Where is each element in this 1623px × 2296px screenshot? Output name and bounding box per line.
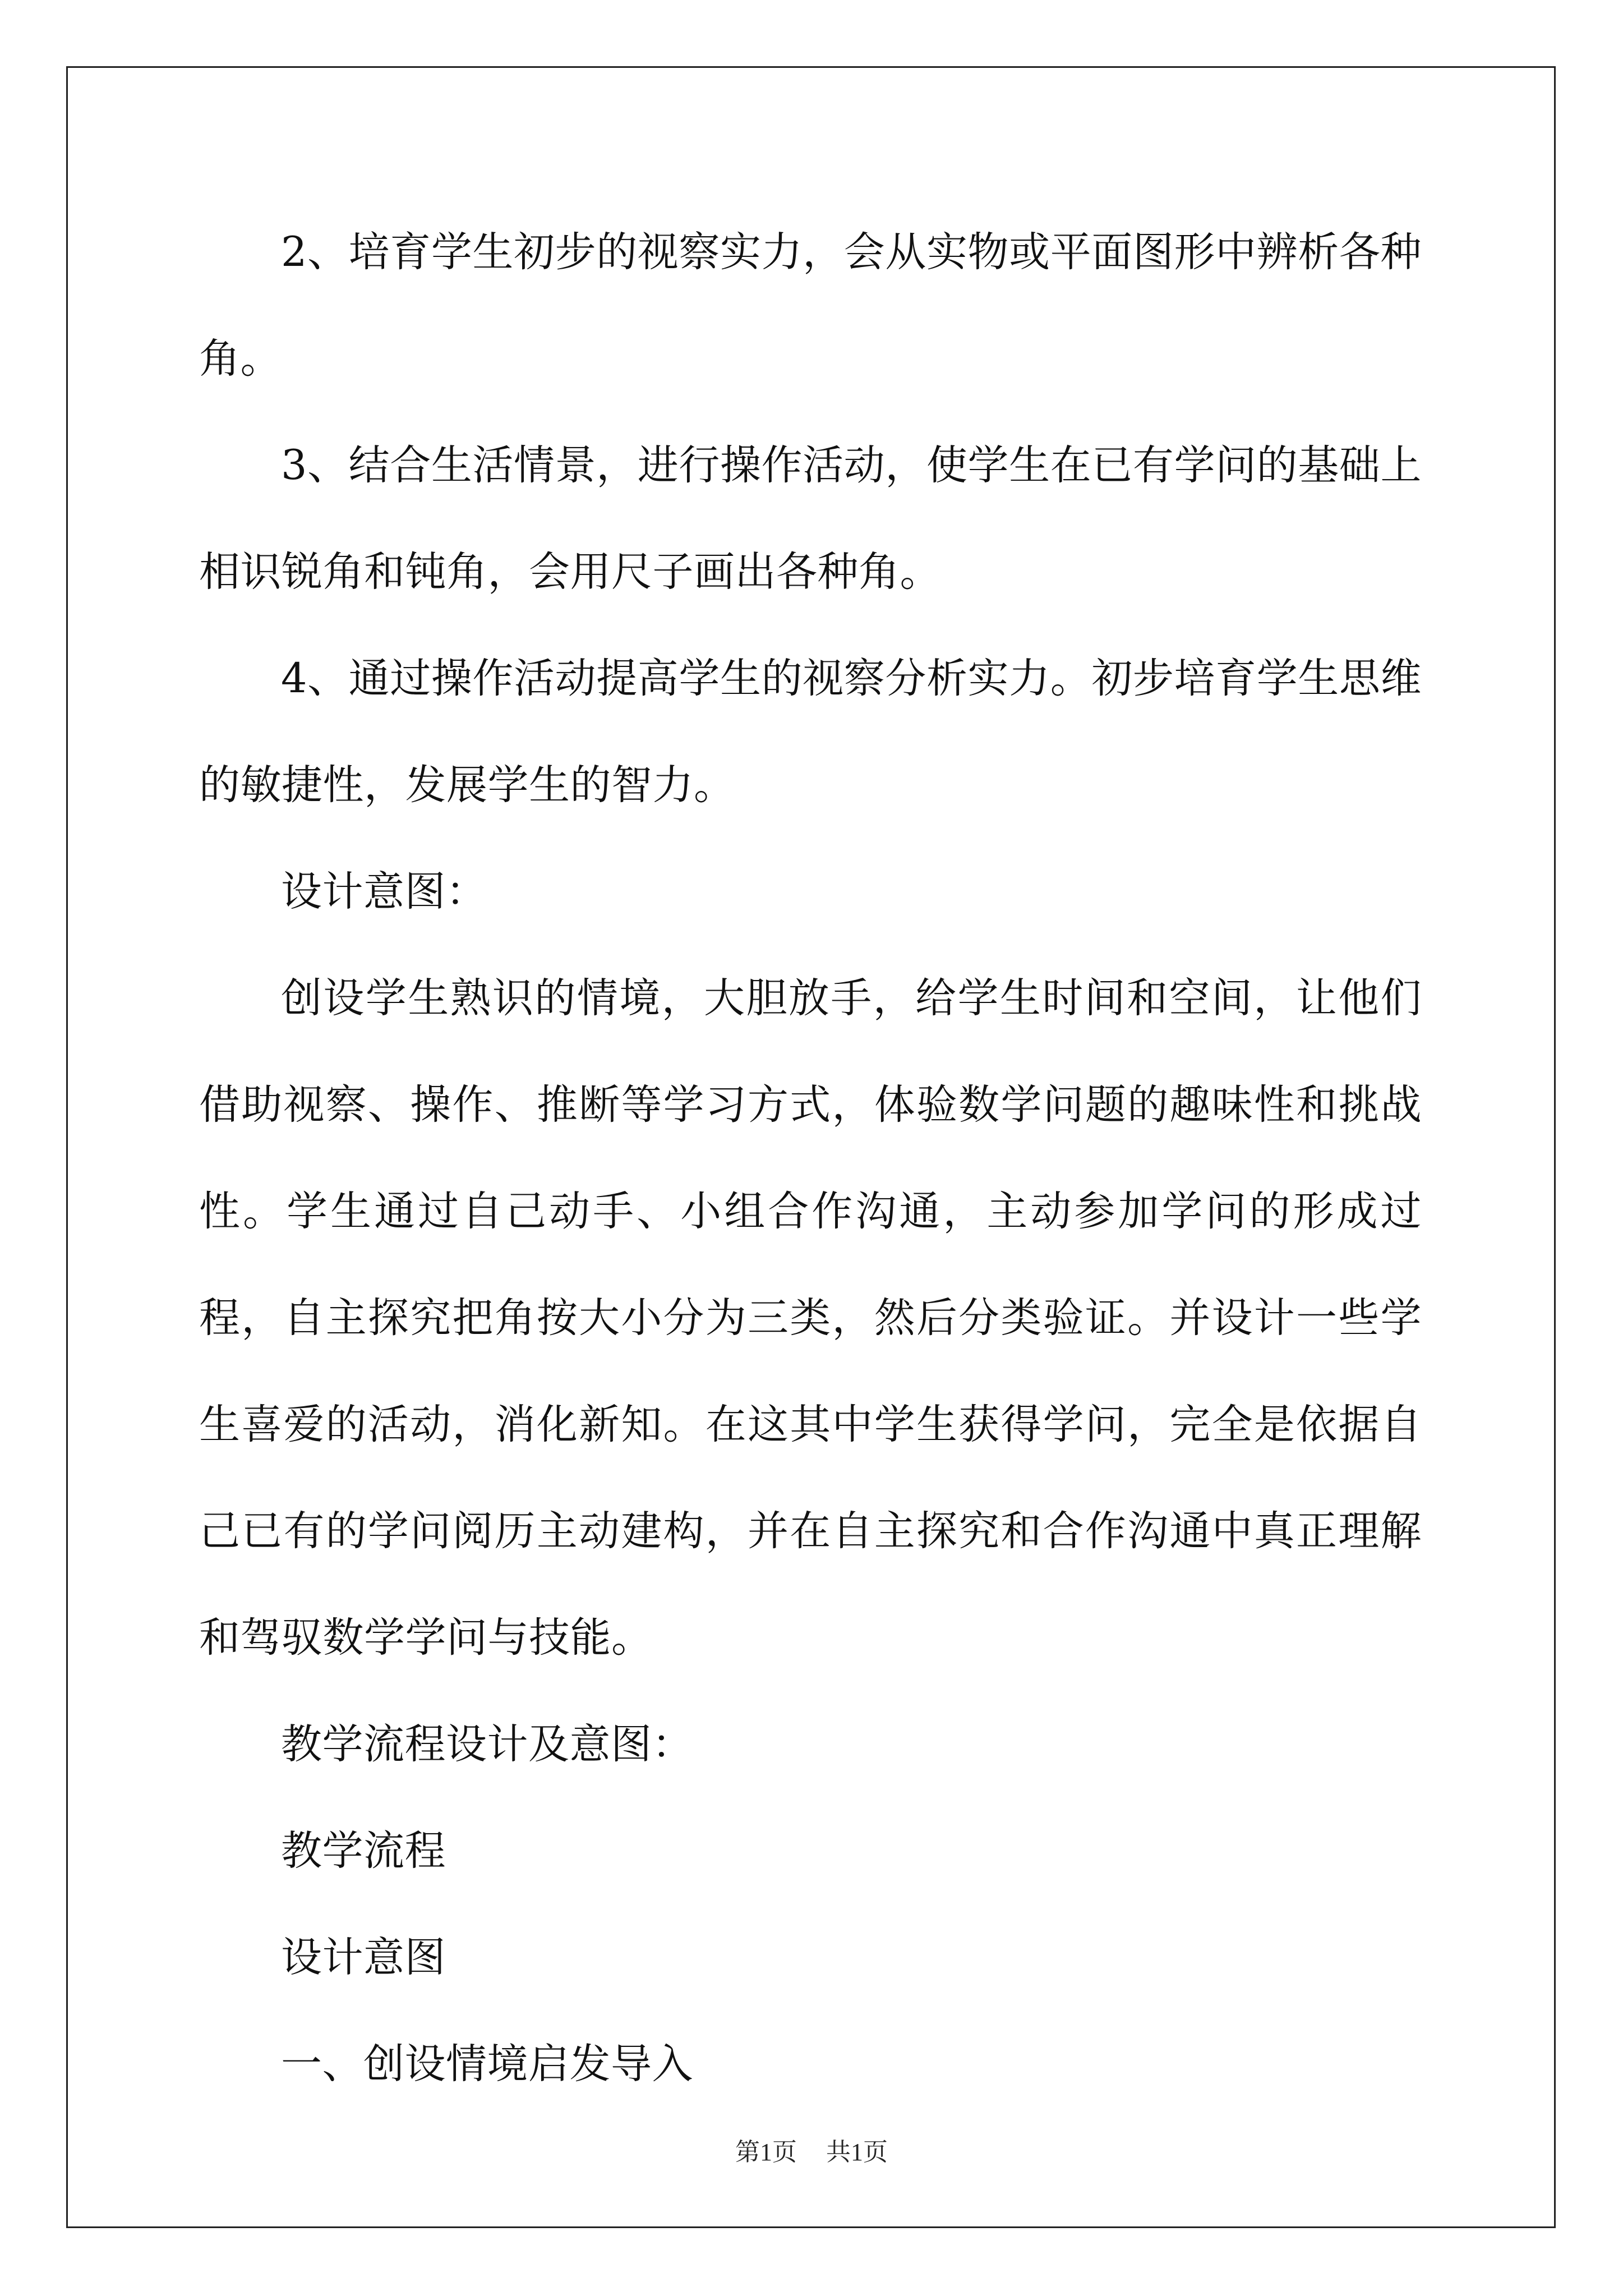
section-heading-1: 一、创设情境启发导入 — [281, 2040, 693, 2088]
document-body — [199, 199, 1422, 2118]
paragraph-objective-3: 3、结合生活情景，进行操作活动，使学生在已有学问的基础上相识锐角和钝角，会用尺子画出各种角。 — [199, 441, 1422, 596]
page-number-total: 共1页 — [826, 2138, 888, 2166]
paragraph-objective-2: 2、培育学生初步的视察实力，会从实物或平面图形中辨析各种角。 — [199, 228, 1422, 383]
page-footer — [0, 2132, 1623, 2168]
paragraph-objective-4: 4、通过操作活动提高学生的视察分析实力。初步培育学生思维的敏捷性，发展学生的智力。 — [199, 655, 1422, 809]
page-number-current: 第1页 — [735, 2138, 797, 2166]
label-design-intent: 设计意图 — [281, 1934, 446, 1981]
heading-design-intent: 设计意图： — [281, 868, 487, 915]
heading-teaching-flow-design: 教学流程设计及意图： — [281, 1720, 693, 1768]
paragraph-design-intent: 创设学生熟识的情境，大胆放手，给学生时间和空间，让他们借助视察、操作、推断等学习方式，体验数学问题的趣味性和挑战性。学生通过自己动手、小组合作沟通，主动参加学问的形成过程，自主探究把角按大小分为三类，然后分类验证。并设计一些学生喜爱的活动，消化新知。在这其中学生获得学问，完全是依据自己已有的学问阅历主动建构，并在自主探究和合作沟通中真正理解和驾驭数学学问与技能。 — [199, 974, 1422, 1662]
label-teaching-flow: 教学流程 — [281, 1827, 446, 1875]
